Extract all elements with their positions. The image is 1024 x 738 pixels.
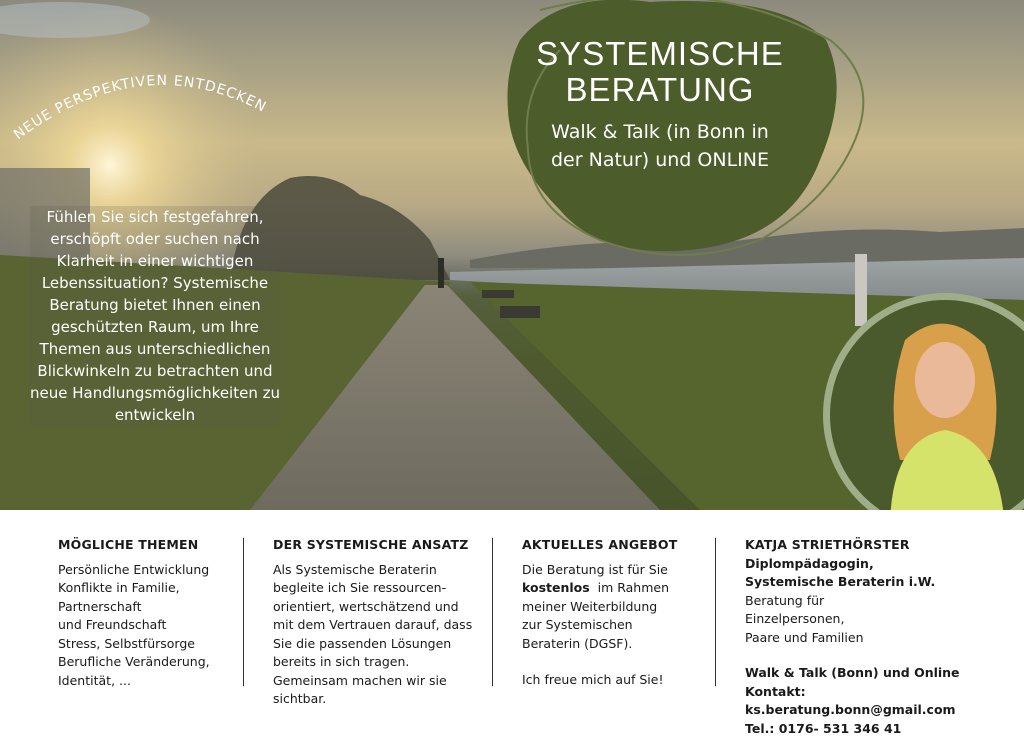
- title-line-1: SYSTEMISCHE: [525, 36, 795, 72]
- contact-role-1: Diplompädagogin,: [745, 555, 1020, 574]
- column-approach: [273, 536, 488, 709]
- offer-rest: meiner Weiterbildung zur Systemischen Beraterin (DGSF).: [522, 598, 707, 654]
- offer-closing: Ich freue mich auf Sie!: [522, 671, 707, 690]
- themes-body: Persönliche Entwicklung Konflikte in Familie, Partnerschaft und Freundschaft Stress, Selbstfürsorge Berufliche Veränderung, Identität, ...: [58, 561, 233, 691]
- divider: [492, 538, 493, 686]
- themes-heading: MÖGLICHE THEMEN: [58, 536, 233, 555]
- divider: [715, 538, 716, 686]
- offer-free-bold: kostenlos: [522, 580, 590, 595]
- subtitle: Walk & Talk (in Bonn in der Natur) und ONLINE: [525, 118, 795, 174]
- column-offer: [522, 536, 707, 690]
- offer-line-2-rest: im Rahmen: [590, 580, 669, 595]
- offer-line-1: Die Beratung ist für Sie: [522, 561, 707, 580]
- contact-phone[interactable]: Tel.: 0176- 531 346 41: [745, 720, 1020, 738]
- contact-name: KATJA STRIETHÖRSTER: [745, 536, 1020, 555]
- offer-heading: AKTUELLES ANGEBOT: [522, 536, 707, 555]
- tagline-text: NEUE PERSPEKTIVEN ENTDECKEN: [11, 73, 269, 143]
- column-themes: [58, 536, 233, 690]
- title-line-2: BERATUNG: [525, 72, 795, 108]
- contact-services: Beratung für Einzelpersonen, Paare und Familien: [745, 592, 1020, 648]
- contact-walk-talk: Walk & Talk (Bonn) und Online: [745, 664, 1020, 683]
- column-contact: [745, 536, 1020, 738]
- approach-body: Als Systemische Beraterin begleite ich Sie ressourcen- orientiert, wertschätzend und mit dem Vertrauen darauf, dass Sie die passenden Lösungen bereits in sich tragen. Gemeinsam machen wir sie sichtbar.: [273, 561, 488, 709]
- info-section: [0, 510, 1024, 719]
- contact-email[interactable]: Kontakt: ks.beratung.bonn@gmail.com: [745, 683, 1020, 720]
- contact-role-2: Systemische Beraterin i.W.: [745, 573, 1020, 592]
- offer-line-2: [522, 579, 707, 598]
- approach-heading: DER SYSTEMISCHE ANSATZ: [273, 536, 488, 555]
- divider: [243, 538, 244, 686]
- portrait-face: [915, 342, 975, 418]
- intro-text: Fühlen Sie sich festgefahren, erschöpft oder suchen nach Klarheit in einer wichtigen Lebenssituation? Systemische Beratung bietet Ihnen einen geschützten Raum, um Ihre Themen aus unterschiedlichen Blickwinkeln zu betrachten und neue Handlungsmöglichkeiten zu entwickeln: [30, 206, 280, 426]
